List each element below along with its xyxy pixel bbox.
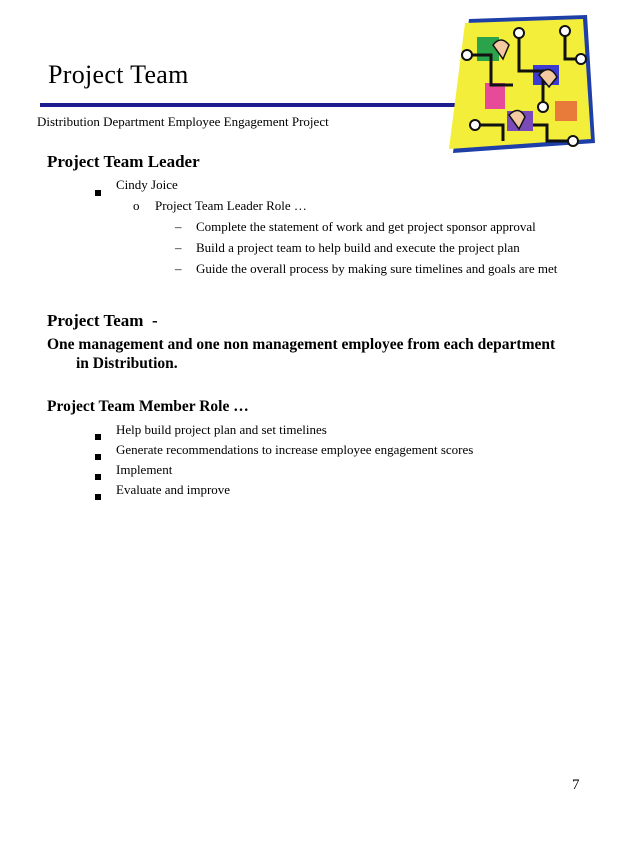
team-heading: Project Team - [47, 311, 158, 330]
member-role-item: Evaluate and improve [116, 482, 231, 497]
leader-heading: Project Team Leader [47, 152, 200, 171]
sub-bullet-marker: o [133, 198, 140, 213]
dash-icon: – [175, 261, 182, 276]
team-description-line-1: One management and one non management employee from each department [47, 336, 556, 353]
member-role-item: Help build project plan and set timelines [116, 422, 327, 437]
square-bullet-icon [95, 183, 101, 201]
title-divider [40, 103, 460, 107]
square-bullet-icon [95, 467, 101, 485]
dash-icon: – [175, 240, 182, 255]
leader-role-label: Project Team Leader Role … [155, 198, 307, 213]
square-bullet-icon [95, 427, 101, 445]
page-subtitle: Distribution Department Employee Engagement Project [37, 114, 329, 129]
leader-duty: Guide the overall process by making sure timelines and goals are met [196, 261, 558, 276]
leader-name: Cindy Joice [116, 177, 178, 192]
member-role-heading: Project Team Member Role … [47, 398, 249, 415]
member-role-item: Implement [116, 462, 173, 477]
dash-icon: – [175, 219, 182, 234]
square-bullet-icon [95, 447, 101, 465]
leader-duty: Complete the statement of work and get project sponsor approval [196, 219, 536, 234]
page-title: Project Team [48, 60, 189, 89]
page-number: 7 [572, 777, 580, 793]
leader-duty: Build a project team to help build and execute the project plan [196, 240, 520, 255]
member-role-item: Generate recommendations to increase employee engagement scores [116, 442, 474, 457]
square-bullet-icon [95, 487, 101, 505]
team-clipart-image [447, 15, 597, 155]
team-description-line-2: in Distribution. [76, 355, 178, 372]
